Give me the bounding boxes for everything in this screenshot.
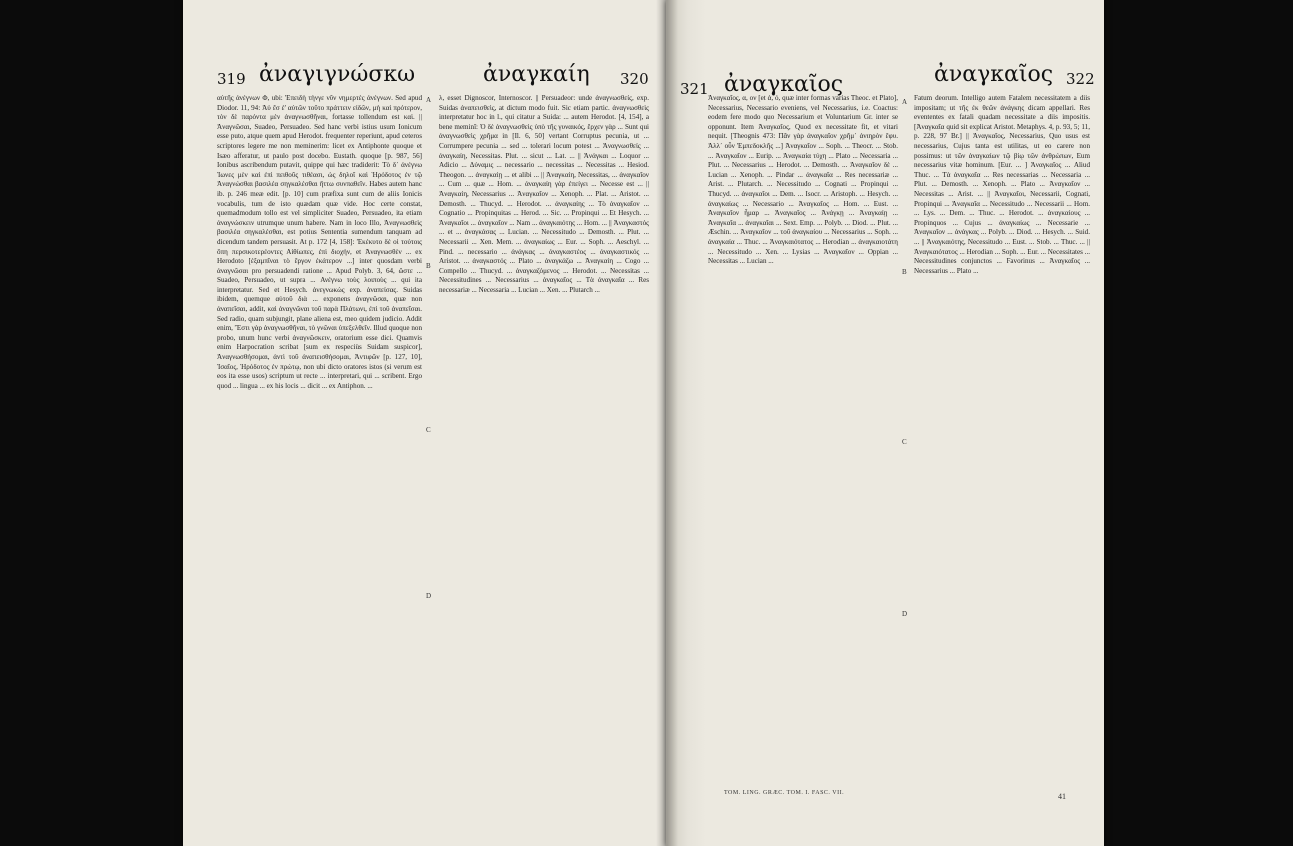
- signature-mark: 41: [1058, 792, 1066, 801]
- left-page: [183, 0, 666, 846]
- page-number: 321: [680, 80, 709, 98]
- margin-letter: B: [902, 268, 907, 276]
- left-page-header: [183, 62, 666, 90]
- margin-letter: D: [902, 610, 908, 618]
- margin-letter: A: [426, 96, 432, 104]
- headword: ἀναγιγνώσκω: [259, 62, 416, 87]
- margin-letters: [902, 0, 912, 846]
- footer-signature: TOM. LING. GRÆC. TOM. I. FASC. VII.: [724, 790, 845, 796]
- page-number: 322: [1066, 70, 1095, 88]
- book-gutter: [656, 0, 678, 846]
- text-column: Ἀναγκαῖος, α, ον [et ἀ, ό, quæ inter formas varias Theoc. et Plato], Necessarius, Necessario eveniens, vel Necessarius, i.e. Coactus: eodem fere modo quo Necessarium et Voluntarium Gr. inter se opponunt. Item Ἀναγκαῖος, Quod ex necessitate fit, et vitari nequit. [Theognis 473: Πᾶν γὰρ ἀναγκαῖον χρῆμ᾽ ἀνιηρὸν ἔφυ. Ἀλλ᾽ οὖν Ἐμπεδοκλῆς ...] Ἀναγκαῖον ... Soph. ... Theocr. ... Stob. ... Ἀναγκαῖον ... Eurip. ... Ἀναγκαία τύχη ... Plato ... Necessaria ... Plut. ... Necessarius ... Herodot. ... Demosth. ... Ἀναγκαῖον δὲ ... Lucian ... Xenoph. ... Pindar ... ἀναγκαῖα ... Res necessariæ ... Arist. ... Plutarch. ... Necessitudo ... Cognati ... Propinqui ... Thucyd. ... ἀναγκαῖοι ... Dem. ... Isocr. ... Aristoph. ... Hesych. ... ἀναγκαίως ... Necessario ... Ἀναγκαῖος ... Hom. ... Eust. ... Ἀναγκαῖον ἦμαρ ... Ἀναγκαῖος ... Ἀνάγκῃ ... Ἀναγκαίῃ ... Ἀναγκαῖα ... ἀναγκαῖαι ... Sext. Emp. ... Polyb. ... Diod. ... Plut. ... Æschin. ... Ἀναγκαῖον ... τοῦ ἀναγκαίου ... Necessarius ... Soph. ... ἀναγκαία ... Thuc. ... Ἀναγκαιότατος ... Herodian ... ἀναγκαιοτάτη ... Necessitudo ... Xen. ... Lysias ... Ἀναγκαῖον ... Oppian ... Necessitas ... Lucian ...: [708, 94, 898, 266]
- headword: ἀναγκαίη: [483, 62, 590, 87]
- page-number: 319: [217, 70, 246, 88]
- margin-letter: B: [426, 262, 431, 270]
- text-column: Fatum deorum. Intelligo autem Fatalem necessitatem a diis impositam; ut τῆς ἐκ θεῶν ἀνάγκης dicam appellari. Res evententes ex fatali quadam necessitate a diis impositis. [Ἀναγκαῖα quid sit explicat Aristot. Metaphys. 4, p. 93, 5; 11, p. 228, 97 Br.] || Ἀναγκαῖος, Necessarius, Quo usus est necessarius, Cujus tanta est utilitas, ut eo carere non possimus: ut τῶν ἀναγκαίων τῷ βίῳ τῶν ἀνθρώπων, Eum necessarius vitæ hominum. [Eur. ... ] Ἀναγκαῖος ... Aliud Thuc. ... Τὰ ἀναγκαῖα ... Res necessarias ... Necessaria ... Plut. ... Demosth. ... Xenoph. ... Plato ... Ἀναγκαῖον ... Necessitas ... Arist. ... || Ἀναγκαῖοι, Necessarii, Cognati, Propinqui ... Ἀναγκαῖα ... Necessitudo ... Necessarii ... Hom. ... Lys. ... Dem. ... Thuc. ... Herodot. ... ἀναγκαίους ... Propinquos ... Cujus ... ἀναγκαίως ... Necessarie ... Ἀναγκαῖον ... ἀνάγκας ... Polyb. ... Diod. ... Hesych. ... Suid. ... || Ἀναγκαιότης, Necessitudo ... Eust. ... Stob. ... Thuc. ... || Ἀναγκαιότατος ... Herodian ... Soph. ... Eur. ... Necessitates ... Necessitudines conjunctos ... Favorinus ... Ἀναγκαῖος ... Necessarius ... Plato ...: [914, 94, 1090, 275]
- right-page: [666, 0, 1104, 846]
- text-column: λ, esset Dignoscor, Internoscor. || Persuadeor: unde ἀναγνωσθείς, exp. Suidas ἀναπεισθεὶς, at dictum modo fuit. Sic etiam partic. ἀναγνωσθεὶς interpretatur hoc in l., qui citatur a Suida: ... autem Herodot. [4, 154], a bene meminī: Ὁ δὲ ἀναγνωσθεὶς ὑπὸ τῆς γυναικός, ἔρχεν γὰρ ... Sunt qui ἀναγνωσθεὶς χρῆμα in [Il. 6, 50] vertant Corruptus pecunia, ut ... Corrumpere pecunia ... sed ... tolerari locum potest ... Ἀναγνωσθείς ... ἀναγκαίη, Necessitas. Plut. ... sicut ... Lat. ... || Ἀνάγκαι ... Loquor ... Adicio ... Δύναμις ... necessario ... necessitas ... Necessitas ... Hesiod. Theogon. ... ἀναγκαίῃ ... et alibi ... || Ἀναγκαίη, Necessitas, ... ἀναγκαῖον ... Cum ... quæ ... Hom. ... ἀναγκαίη γὰρ ἐπείγει ... Necesse est ... || Ἀναγκαίη, Necessarius ... Ἀναγκαῖον ... Xenoph. ... Plat. ... Aristot. ... Demosth. ... Thucyd. ... Herodot. ... ἀναγκαίης ... Τὸ ἀναγκαῖον ... Cognatio ... Propinquitas ... Herod. ... Sic. ... Propinqui ... Et Hesych. ... Ἀναγκαῖοι ... ἀναγκαῖον ... Nam ... ἀναγκαιότης ... Hom. ... || Ἀναγκαστός ... et ... ἀναγκάσας ... Lucian. ... Necessitudo ... Demosth. ... Plut. ... Necessarii ... Xen. Mem. ... ἀναγκαίως ... Eur. ... Soph. ... Aeschyl. ... Pind. ... necessario ... ἀνάγκας ... ἀναγκαστέος ... ἀναγκαστικός ... Aristot. ... ἀναγκαστός ... Plato ... ἀναγκάζω ... Ἀναγκαίη ... Cogo ... Compello ... Thucyd. ... ἀναγκαζόμενος ... Herodot. ... Necessitas ... Necessitudines ... Necessarius ... ἀναγκαῖος ... Τὰ ἀναγκαῖα ... Res necessariæ ... Necessaria ... Lucian ... Xen. ... Plutarch ...: [439, 94, 649, 294]
- margin-letter: C: [902, 438, 907, 446]
- text-column: αὐτῆς ἀνέγνων Φ, ubi: Ἐπειδὴ τὴνγε νῦν νημερτὲς ἀνέγνων. Sed apud Diodor. 11, 94: Ἀὐ ἔσ ἑ' αὐτῶν τοῦτο πράττειν εἰδῶν, μὴ καὶ πρότερον, τὸν δὲ παρόντα μὲν ἀναγνωσθῆναι, fortasse tollendum est καὶ. || Ἀναγνῶσαι, Suadeo, Persuadeo. Sed hanc verbi istius usum Ionicum esse puto, atque quem apud Herodot. frequenter reperiunt, apud ceteros scriptores legere me non meminerim: licet ex Antiphonte quoque et Isæo afferatur, ut paulo post docebo. Eustath. quoque [p. 987, 56] Ionibus ascribendum putavit, quippe qui hæc tradiderit: Τὸ δ᾽ ἀνέγνω Ἰωνες μὲν καὶ ἐπὶ πειθοῦς τιθέασι, ὡς δηλοῖ καὶ Ἡρόδοτος ἐν τῷ Ἀναγνώσθαι βασιλέα σηγκαλέσθαι ἥττω συνπαθεῖν. Habes autem hanc ib. p. 246 meæ edit. [p. 10] cum præfixa sunt cum de aliis Ionicis vocabulis, tum de isto quædam quæ vide. Hoc certe constat, quemadmodum tollo est vel simpliciter Suadeo, Persuadeo, ita etiam ἀναγνώσκειν utrumque unum habere. Nam in loco Illo, Ἀναγνωσθεὶς βασιλέα σηγκαλέσθαι, est potius Sententia sumendum tanquam ad dicendum tandem persuasit. At p. 172 [4, 158]: Ἐκέκυτο δὲ οἱ τούτοις ὅπη περσικοτερέοντες Αἰθίωπες, ἐπὶ διοχήν, et Ἀναγνωσθὲν ... ex Herodoto [ἐξαμπῖναι τὸ ἔργον ἑκάτερον ...] inter quosdam verbi ἀναγνῶσαι pro persuadendi ratione ... Apud Polyb. 3, 64, ὥστε ... Suadeo, Persuadeo, ut supra ... Ανέγνω τοὺς λοιποὺς ... qui ita interpretatur. Sed et Hesych. ἀνεγνωκὼς exp. ἀναπείσας. Suidas ibidem, quemque αὐτοῦ διὰ ... exponens ἀναγνῶσαι, quæ non ἀναπεῖσαι, addit, καὶ ἀναγνῶναι τοῦ παρὰ Πλάτωνι, ἐπὶ τοῦ ἀναπεῖσαι. Sed radio, quam subjungit, plane aliena est, meo quidem judicio. Addit enim, Ἔστι γὰρ ἀναγνωσθῆναι, τὸ γνῶναι ὑπεξελθεῖν. Illud quoque non probo, unum hunc verbi ἀναγνῶσκειν, oratorium esse dici. Quamvis enim Harpocration scribat [sum ex respeciùs Suidam suspicor], Ἀναγνωσθήσομαι, ἀντὶ τοῦ ἀναπεισθήσομαι, Ἀντιφῶν [p. 127, 10], Ἰσαῖος, Ἡρόδοτος ἐν πρώτῳ, non ubi dicto oratores istos (si verum est eos ita esse usos) scriptum ut recte ... interpretari, qui ... scribent. Ergo quod ... lingua ... ex his locis ... dicit ... ex Antiphon. ...: [217, 94, 422, 390]
- headword: ἀναγκαῖος: [934, 62, 1054, 87]
- page-number: 320: [620, 70, 649, 88]
- margin-letter: A: [902, 98, 908, 106]
- margin-letter: C: [426, 426, 431, 434]
- headword: ἀναγκαῖος: [724, 72, 844, 97]
- right-page-header: [666, 62, 1104, 98]
- margin-letters: [426, 0, 436, 846]
- margin-letter: D: [426, 592, 432, 600]
